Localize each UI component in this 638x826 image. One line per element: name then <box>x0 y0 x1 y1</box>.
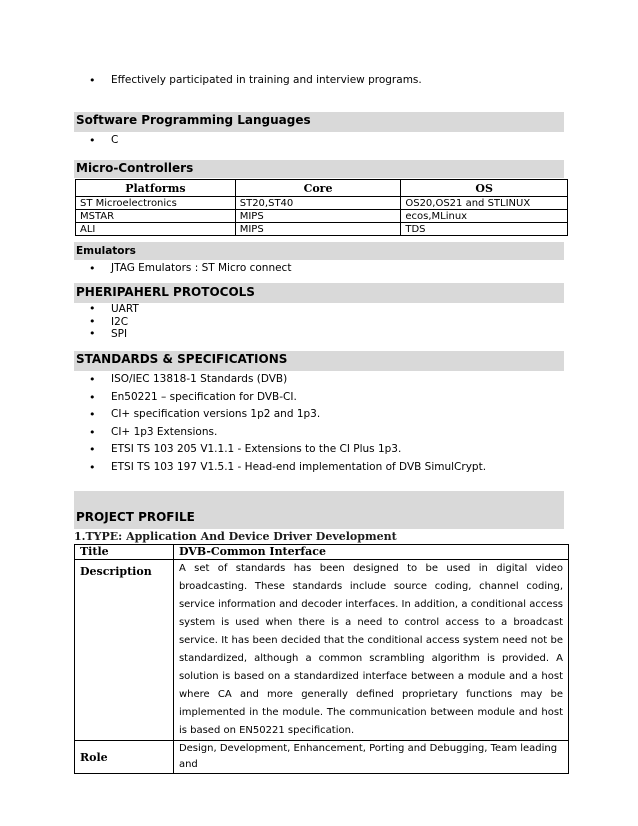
list-item: • CI+ specification versions 1p2 and 1p3. <box>74 406 486 424</box>
emulators-list <box>74 262 291 274</box>
section-heading-microcontrollers: Micro-Controllers <box>74 160 564 178</box>
list-item: • En50221 – specification for DVB-CI. <box>74 389 486 407</box>
list-item: • C <box>74 134 118 146</box>
list-item: • JTAG Emulators : ST Micro connect <box>74 262 291 274</box>
microcontrollers-table <box>75 179 568 236</box>
list-item: • I2C <box>74 316 139 329</box>
table-row <box>75 560 569 741</box>
section-heading-project: PROJECT PROFILE <box>74 491 564 529</box>
table-cell: MSTAR <box>76 210 236 223</box>
table-cell: Design, Development, Enhancement, Porting and Debugging, Team leading and <box>173 741 568 774</box>
table-header-row <box>76 180 568 197</box>
table-row <box>75 741 569 774</box>
table-row <box>76 210 568 223</box>
list-item: • CI+ 1p3 Extensions. <box>74 424 486 442</box>
list-item: • UART <box>74 303 139 316</box>
table-cell: ecos,MLinux <box>401 210 568 223</box>
section-heading-languages: Software Programming Languages <box>74 112 564 132</box>
table-row <box>76 197 568 210</box>
standards-list <box>74 371 486 476</box>
languages-list <box>74 134 118 146</box>
list-item: • ISO/IEC 13818-1 Standards (DVB) <box>74 371 486 389</box>
table-cell: Role <box>75 741 174 774</box>
section-heading-emulators: Emulators <box>74 242 564 260</box>
table-cell: ST Microelectronics <box>76 197 236 210</box>
table-row <box>75 545 569 560</box>
table-cell: Title <box>75 545 174 560</box>
intro-list <box>74 74 422 86</box>
project-type-line: 1.TYPE: Application And Device Driver Development <box>74 530 397 543</box>
column-header: OS <box>401 180 568 197</box>
table-cell: ALI <box>76 223 236 236</box>
list-item: • ETSI TS 103 197 V1.5.1 - Head-end implementation of DVB SimulCrypt. <box>74 459 486 477</box>
table-cell: MIPS <box>235 223 401 236</box>
list-item: • SPI <box>74 328 139 341</box>
list-item: • ETSI TS 103 205 V1.1.1 - Extensions to the CI Plus 1p3. <box>74 441 486 459</box>
table-cell: A set of standards has been designed to be used in digital video broadcasting. These standards include source coding, channel coding, service information and decoder interfaces. In addition, a conditional access system is used when there is a need to control access to a broadcast service. It has been decided that the conditional access system need not be standardized, although a common scrambling algorithm is provided. A solution is based on a standardized interface between a module and a host where CA and more generally defined proprietary functions may be implemented in the module. The communication between module and host is based on EN50221 specification. <box>173 560 568 741</box>
section-heading-standards: STANDARDS & SPECIFICATIONS <box>74 351 564 371</box>
table-cell: MIPS <box>235 210 401 223</box>
protocols-list <box>74 303 139 341</box>
table-cell: TDS <box>401 223 568 236</box>
table-cell: Description <box>75 560 174 741</box>
list-item: • Effectively participated in training and interview programs. <box>74 74 422 86</box>
column-header: Platforms <box>76 180 236 197</box>
table-cell: DVB-Common Interface <box>173 545 568 560</box>
table-row <box>76 223 568 236</box>
project-table <box>74 544 569 774</box>
column-header: Core <box>235 180 401 197</box>
table-cell: OS20,OS21 and STLINUX <box>401 197 568 210</box>
table-cell: ST20,ST40 <box>235 197 401 210</box>
section-heading-protocols: PHERIPAHERL PROTOCOLS <box>74 283 564 303</box>
